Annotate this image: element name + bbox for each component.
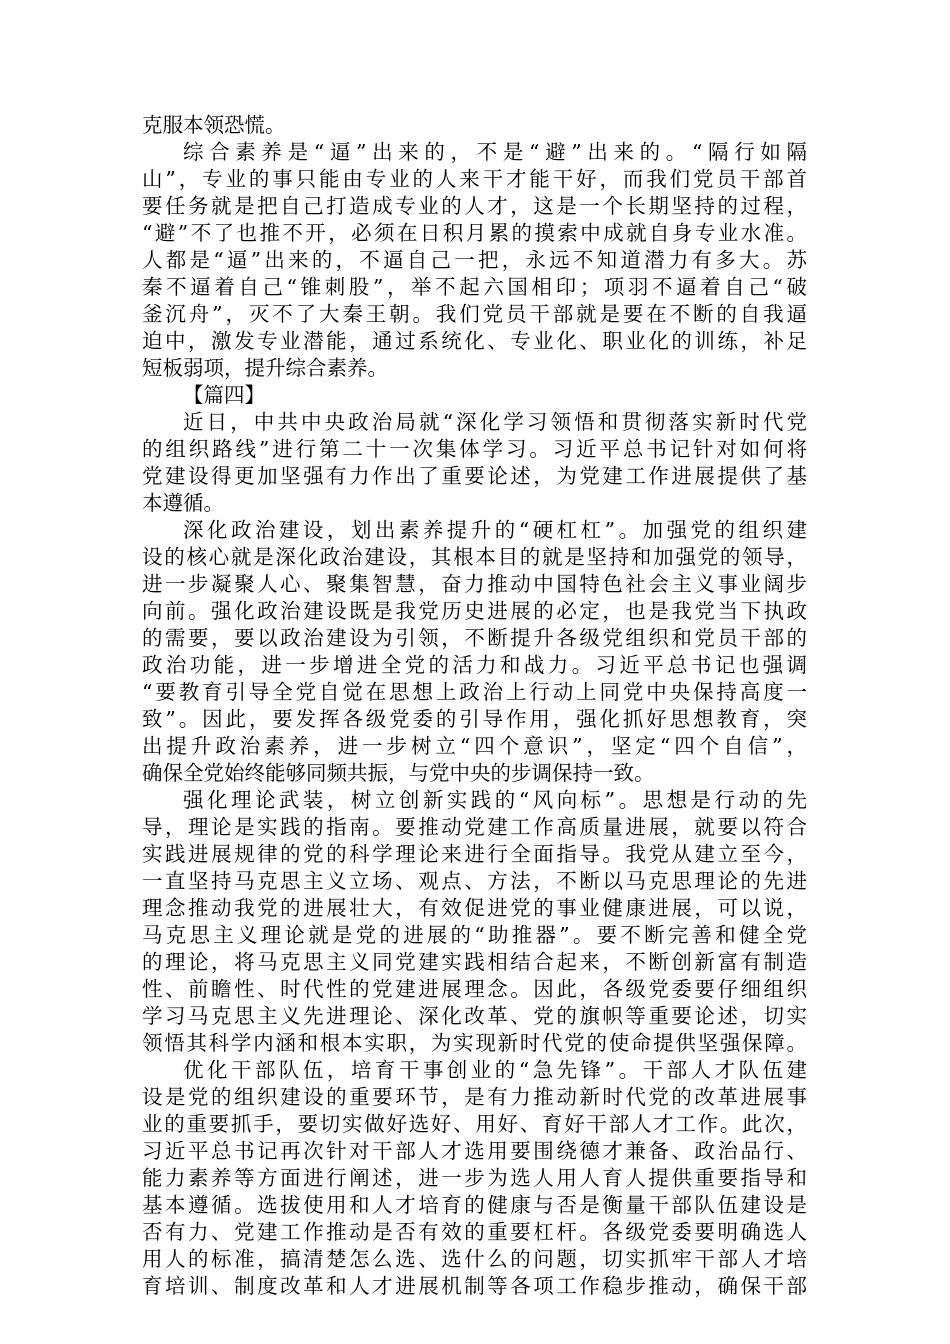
text-line: 深化政治建设，划出素养提升的“硬杠杠”。加强党的组织建 bbox=[183, 518, 807, 542]
text-line: 否有力、党建工作推动是否有效的重要杠杆。各级党委要明确选人 bbox=[142, 1220, 807, 1244]
text-line: 育培训、制度改革和人才进展机制等各项工作稳步推动，确保干部 bbox=[142, 1274, 807, 1298]
text-line: 短板弱项，提升综合素养。 bbox=[142, 356, 388, 380]
text-line: 致”。因此，要发挥各级党委的引导作用，强化抓好思想教育，突 bbox=[142, 707, 807, 731]
text-line: 山”，专业的事只能由专业的人来干才能干好，而我们党员干部首 bbox=[142, 167, 807, 191]
text-line: 领悟其科学内涵和根本实职，为实现新时代党的使命提供坚强保障。 bbox=[142, 1031, 807, 1055]
text-line: 习近平总书记再次针对干部人才选用要围绕德才兼备、政治品行、 bbox=[142, 1139, 807, 1163]
text-line: 优化干部队伍，培育干事创业的“急先锋”。干部人才队伍建 bbox=[183, 1058, 807, 1082]
text-line: 釜沉舟”，灭不了大秦王朝。我们党员干部就是要在不断的自我逼 bbox=[142, 302, 807, 326]
text-line: 性、前瞻性、时代性的党建进展理念。因此，各级党委要仔细组织 bbox=[142, 977, 807, 1001]
text-line: 设是党的组织建设的重要环节，是有力推动新时代党的改革进展事 bbox=[142, 1085, 807, 1109]
text-line: 的理论，将马克思主义同党建实践相结合起来，不断创新富有制造 bbox=[142, 950, 807, 974]
text-line: 出提升政治素养，进一步树立“四个意识”，坚定“四个自信”， bbox=[142, 734, 807, 758]
text-line: 党建设得更加坚强有力作出了重要论述，为党建工作进展提供了基 bbox=[142, 464, 807, 488]
text-line: 的需要，要以政治建设为引领，不断提升各级党组织和党员干部的 bbox=[142, 626, 807, 650]
text-line: 强化理论武装，树立创新实践的“风向标”。思想是行动的先 bbox=[183, 788, 807, 812]
text-line: 能力素养等方面进行阐述，进一步为选人用人育人提供重要指导和 bbox=[142, 1166, 807, 1190]
text-line: 迫中，激发专业潜能，通过系统化、专业化、职业化的训练，补足 bbox=[142, 329, 807, 353]
text-line: 一直坚持马克思主义立场、观点、方法，不断以马克思理论的先进 bbox=[142, 869, 807, 893]
text-line: 进一步凝聚人心、聚集智慧，奋力推动中国特色社会主义事业阔步 bbox=[142, 572, 807, 596]
text-line: 马克思主义理论就是党的进展的“助推器”。要不断完善和健全党 bbox=[142, 923, 807, 947]
text-line: 导，理论是实践的指南。要推动党建工作高质量进展，就要以符合 bbox=[142, 815, 807, 839]
text-line: 政治功能，进一步增进全党的活力和战力。习近平总书记也强调 bbox=[142, 653, 807, 677]
text-line: 本遵循。 bbox=[142, 491, 224, 515]
text-line: 基本遵循。选拔使用和人才培育的健康与否是衡量干部队伍建设是 bbox=[142, 1193, 807, 1217]
text-line: 向前。强化政治建设既是我党历史进展的必定，也是我党当下执政 bbox=[142, 599, 807, 623]
text-line: 近日，中共中央政治局就“深化学习领悟和贯彻落实新时代党 bbox=[183, 410, 807, 434]
text-line: 要任务就是把自己打造成专业的人才，这是一个长期坚持的过程， bbox=[142, 194, 807, 218]
text-line: 理念推动我党的进展壮大，有效促进党的事业健康进展，可以说， bbox=[142, 896, 807, 920]
text-line: “避”不了也推不开，必须在日积月累的摸索中成就自身专业水准。 bbox=[142, 221, 807, 245]
text-line: 确保全党始终能够同频共振，与党中央的步调保持一致。 bbox=[142, 761, 655, 785]
text-line: 的组织路线”进行第二十一次集体学习。习近平总书记针对如何将 bbox=[142, 437, 807, 461]
text-line: 实践进展规律的党的科学理论来进行全面指导。我党从建立至今， bbox=[142, 842, 807, 866]
document-page bbox=[142, 112, 807, 1300]
text-line: “要教育引导全党自觉在思想上政治上行动上同党中央保持高度一 bbox=[142, 680, 807, 704]
text-line: 业的重要抓手，要切实做好选好、用好、育好干部人才工作。此次， bbox=[142, 1112, 807, 1136]
text-line: 【篇四】 bbox=[183, 383, 265, 407]
text-line: 设的核心就是深化政治建设，其根本目的就是坚持和加强党的领导， bbox=[142, 545, 807, 569]
text-line: 用人的标准，搞清楚怎么选、选什么的问题，切实抓牢干部人才培 bbox=[142, 1247, 807, 1271]
text-line: 综合素养是“逼”出来的，不是“避”出来的。“隔行如隔 bbox=[183, 140, 807, 164]
text-line: 学习马克思主义先进理论、深化改革、党的旗帜等重要论述，切实 bbox=[142, 1004, 807, 1028]
text-line: 克服本领恐慌。 bbox=[142, 113, 286, 137]
text-line: 秦不逼着自己“锥刺股”，举不起六国相印；项羽不逼着自己“破 bbox=[142, 275, 807, 299]
text-line: 人都是“逼”出来的，不逼自己一把，永远不知道潜力有多大。苏 bbox=[142, 248, 807, 272]
